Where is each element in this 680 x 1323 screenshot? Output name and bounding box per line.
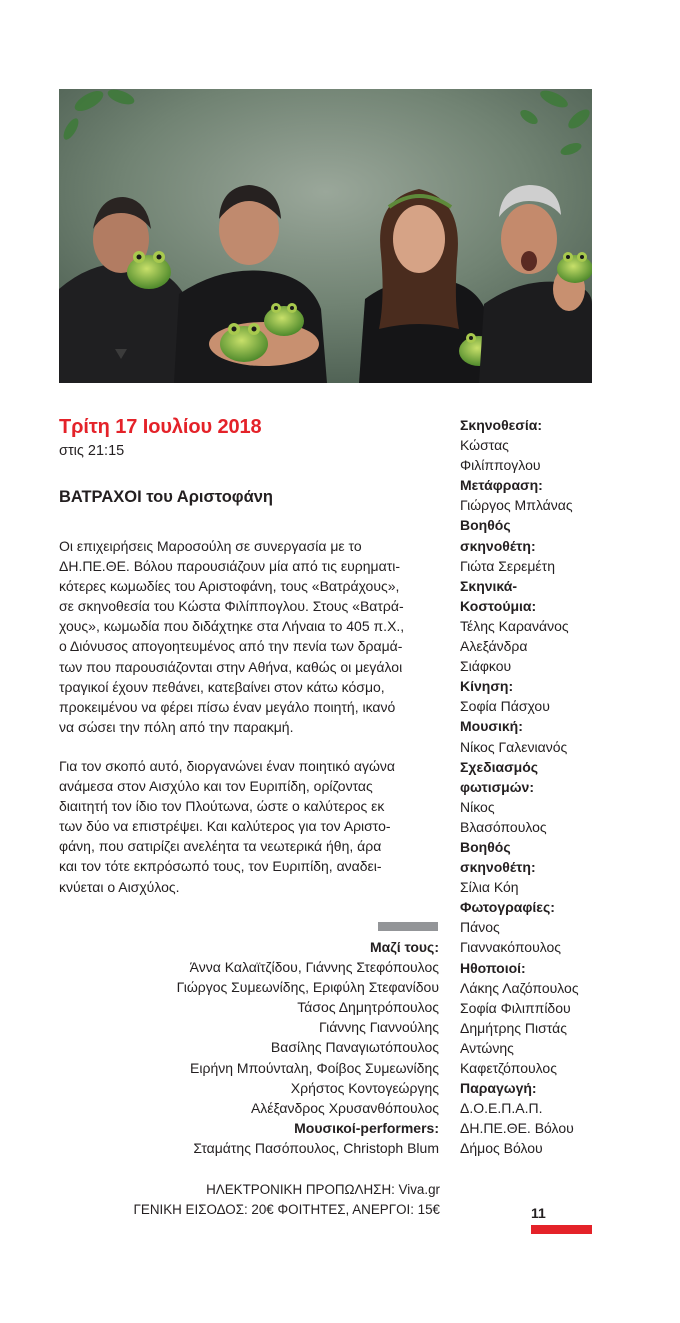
cast-line: Γιώργος Συμεωνίδης, Εριφύλη Στεφανίδου	[176, 979, 439, 996]
credit-value: Γιώργος Μπλάνας	[460, 497, 573, 514]
credit-label: Σχεδιασμός	[460, 758, 539, 775]
musicians-label: Μουσικοί-performers:	[294, 1119, 439, 1136]
text-line: φάνη, που σατιρίζει ανελέητα τα νεωτερικά ήθη, άρα	[59, 838, 382, 855]
credit-value: Πάνος	[460, 919, 500, 936]
credit-value: Γιαννακόπουλος	[460, 939, 562, 956]
text-line: προκειμένου να φέρει πίσω έναν μεγάλο ποιητή, ικανό	[59, 698, 396, 715]
page-number: 11	[531, 1205, 546, 1221]
credit-value: Δημήτρης Πιστάς	[460, 1019, 567, 1036]
text-line: ο Διόνυσος απογοητευμένος από την πενία των δραμά-	[59, 638, 403, 655]
cast-list	[120, 937, 439, 1158]
text-line: κότερες κωμωδίες του Αριστοφάνη, τους «Βατράχους»,	[59, 578, 400, 595]
cast-line: Γιάννης Γιαννούλης	[318, 1019, 439, 1036]
credit-value: Δ.Ο.Ε.Π.Α.Π.	[460, 1100, 543, 1117]
credit-label: Σκηνοθεσία:	[460, 417, 543, 433]
cast-label: Μαζί τους:	[370, 939, 439, 955]
event-time: στις 21:15	[59, 443, 125, 459]
credit-value: Αλεξάνδρα	[460, 638, 528, 655]
credit-value: Λάκης Λαζόπουλος	[460, 979, 579, 996]
credit-value: Σίλια Κόη	[460, 879, 519, 896]
text-line: και τον τότε εκπρόσωπό τους, τον Ευριπίδη, αναδει-	[59, 858, 382, 875]
text-line: Οι επιχειρήσεις Μαροσούλη σε συνεργασία με το	[59, 538, 362, 554]
event-date: Τρίτη 17 Ιουλίου 2018	[59, 416, 262, 438]
musicians-line: Σταμάτης Πασόπουλος, Christoph Blum	[193, 1139, 439, 1156]
text-line: Για τον σκοπό αυτό, διοργανώνει έναν ποιητικό αγώνα	[59, 758, 395, 774]
cast-line: Ειρήνη Μπούνταλη, Φοίβος Συμεωνίδης	[190, 1059, 439, 1076]
credit-label: σκηνοθέτη:	[460, 859, 536, 876]
text-line: διαιτητή τον ίδιο τον Πλούτωνα, ώστε ο καλύτερος εκ	[59, 798, 385, 815]
credit-label: Κοστούμια:	[460, 597, 537, 614]
text-line: ανάμεσα στον Αισχύλο και τον Ευριπίδη, ορίζοντας	[59, 778, 373, 795]
credit-value: Καφετζόπουλος	[460, 1060, 557, 1076]
credit-label: Φωτογραφίες:	[460, 899, 555, 916]
cast-line: Άννα Καλαϊτζίδου, Γιάννης Στεφόπουλος	[189, 959, 439, 976]
cast-photo-illustration	[59, 89, 592, 383]
text-line: να σώσει την πόλη από την παρακμή.	[59, 718, 294, 735]
text-line: των που παρουσιάζονται στην Αθήνα, καθώς οι μεγάλοι	[59, 658, 403, 675]
credit-value: Φιλίππογλου	[460, 457, 541, 474]
credit-value: ΔΗ.ΠΕ.ΘΕ. Βόλου	[460, 1120, 574, 1137]
cast-line: Αλέξανδρος Χρυσανθόπουλος	[250, 1099, 439, 1116]
credit-value: Νίκος Γαλενιανός	[460, 738, 568, 755]
description-paragraph-2	[59, 756, 443, 897]
cast-line: Βασίλης Παναγιωτόπουλος	[270, 1039, 439, 1056]
credit-value: Νίκος	[460, 798, 495, 815]
cast-photo	[59, 89, 592, 383]
text-line: των δύο να επιστρέψει. Και καλύτερος για τον Αριστο-	[59, 818, 391, 835]
credit-value: Σοφία Φιλιππίδου	[460, 999, 571, 1016]
ticket-info	[100, 1180, 440, 1220]
text-line: χους», κωμωδία που διδάχτηκε στα Λήναια το 405 π.Χ.,	[59, 618, 405, 635]
credit-label: Μουσική:	[460, 718, 523, 735]
credit-value: Τέλης Καρανάνος	[460, 617, 569, 634]
credit-label: Ηθοποιοί:	[460, 959, 526, 976]
credit-value: Σιάφκου	[460, 658, 512, 675]
credit-value: Δήμος Βόλου	[460, 1140, 543, 1157]
section-divider	[378, 922, 438, 931]
credit-label: Βοηθός	[460, 838, 511, 855]
credit-value: Βλασόπουλος	[460, 818, 547, 835]
credit-value: Κώστας	[460, 437, 509, 454]
credits-list	[460, 415, 600, 1158]
event-title: ΒΑΤΡΑΧΟΙ του Αριστοφάνη	[59, 488, 273, 506]
credit-value: Γιώτα Σερεμέτη	[460, 557, 555, 574]
credit-label: φωτισμών:	[460, 778, 535, 795]
credit-label: σκηνοθέτη:	[460, 537, 536, 554]
description-paragraph-1	[59, 536, 443, 737]
credit-label: Παραγωγή:	[460, 1080, 537, 1097]
credit-label: Βοηθός	[460, 517, 511, 534]
credit-label: Σκηνικά-	[460, 577, 518, 594]
cast-line: Τάσος Δημητρόπουλος	[297, 999, 439, 1016]
ticket-presale: ΗΛΕΚΤΡΟΝΙΚΗ ΠΡΟΠΩΛΗΣΗ: Viva.gr	[206, 1182, 440, 1197]
credit-label: Μετάφραση:	[460, 477, 543, 494]
page-number-bar	[531, 1225, 592, 1234]
text-line: κνύεται ο Αισχύλος.	[59, 878, 180, 895]
cast-line: Χρήστος Κοντογεώργης	[290, 1079, 439, 1096]
credit-label: Κίνηση:	[460, 678, 514, 695]
credit-value: Αντώνης	[460, 1039, 514, 1056]
ticket-prices: ΓΕΝΙΚΗ ΕΙΣΟΔΟΣ: 20€ ΦΟΙΤΗΤΕΣ, ΑΝΕΡΓΟΙ: 15€	[133, 1202, 440, 1217]
frog-1-icon	[127, 251, 171, 289]
text-line: σε σκηνοθεσία του Κώστα Φιλίππογλου. Στους «Βατρά-	[59, 598, 404, 615]
text-line: ΔΗ.ΠΕ.ΘΕ. Βόλου παρουσιάζουν μία από τις ευρηματι-	[59, 558, 401, 575]
credit-value: Σοφία Πάσχου	[460, 698, 550, 715]
text-line: τραγικοί έχουν πεθάνει, κατεβαίνει στον κάτω κόσμο,	[59, 678, 385, 695]
